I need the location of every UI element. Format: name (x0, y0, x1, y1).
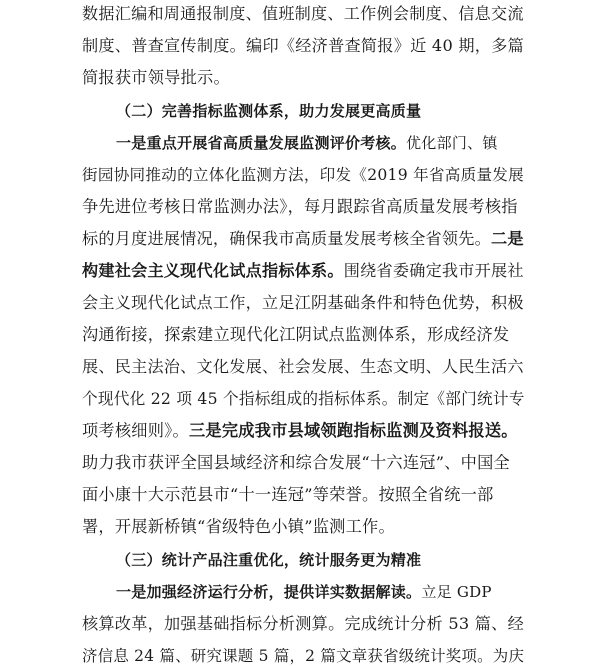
heading-text: （三）统计产品注重优化，统计服务更为精准 (116, 551, 422, 569)
text-segment: 围绕省委确定我市开展社 (343, 261, 524, 280)
text-line-20 (82, 614, 522, 634)
text-line-17 (82, 517, 522, 537)
heading-text: （二）完善指标监测体系，助力发展更高质量 (116, 102, 422, 120)
text-segment: 立足 GDP (421, 583, 492, 601)
text-line-6 (82, 165, 522, 185)
text-line-13 (82, 389, 525, 409)
text-line-11 (82, 325, 522, 345)
text-line-14 (82, 421, 522, 441)
text-segment: 街园协同推动的立体化监测方法，印发《2019 年省高质量发展 (82, 166, 524, 184)
text-segment: 争先进位考核日常监测办法》，每月跟踪省高质量发展考核指 (82, 197, 518, 216)
section-heading-3 (116, 550, 556, 570)
text-segment: 核算改革，加强基础指标分析测算。完成统计分析 53 篇、经 (82, 614, 524, 633)
text-segment: 制度、普查宣传制度。编印《经济普查简报》近 40 期，多篇 (82, 36, 524, 55)
text-line-7 (82, 197, 522, 217)
text-segment: 助力我市获评全国县域经济和综合发展“十六连冠”、中国全 (82, 453, 510, 472)
bold-text: 三是完成我市县域领跑指标监测及资料报送。 (188, 421, 518, 440)
text-line-12 (82, 357, 522, 377)
text-line-16 (82, 485, 522, 505)
text-line-10 (82, 293, 522, 313)
text-line-5 (116, 133, 556, 153)
bold-text: 构建社会主义现代化试点指标体系。 (82, 261, 344, 280)
text-segment: 会主义现代化试点工作，立足江阴基础条件和特色优势，积极 (82, 293, 524, 312)
text-line-21 (82, 646, 525, 666)
text-line-15 (82, 453, 522, 473)
bold-text: 一是重点开展省高质量发展监测评价考核。 (116, 134, 407, 152)
text-segment: 简报获市领导批示。 (82, 68, 230, 87)
text-segment: 数据汇编和周通报制度、值班制度、工作例会制度、信息交流 (82, 4, 524, 23)
text-segment: 个现代化 22 项 45 个指标组成的指标体系。制定《部门统计专 (82, 389, 525, 408)
text-line-3 (82, 68, 522, 88)
text-line-9 (82, 261, 522, 281)
text-segment: 标的月度进展情况，确保我市高质量发展考核全省领先。 (82, 229, 491, 248)
text-segment: 署，开展新桥镇“省级特色小镇”监测工作。 (82, 517, 395, 536)
bold-text: 二是 (491, 229, 524, 248)
text-segment: 项考核细则》。 (82, 421, 189, 440)
text-line-1 (82, 4, 522, 24)
text-line-19 (116, 582, 556, 602)
text-segment: 面小康十大示范县市“十一连冠”等荣誉。按照全省统一部 (82, 485, 494, 504)
text-segment: 优化部门、镇 (406, 134, 498, 152)
text-segment: 济信息 24 篇、研究课题 5 篇，2 篇文章获省级统计奖项。为庆 (82, 647, 525, 665)
section-heading-2 (116, 101, 556, 121)
text-segment: 沟通衔接，探索建立现代化江阴试点监测体系，形成经济发 (82, 325, 510, 344)
text-line-2 (82, 36, 522, 56)
bold-text: 一是加强经济运行分析，提供详实数据解读。 (116, 583, 422, 601)
text-segment: 展、民主法治、文化发展、社会发展、生态文明、人民生活六 (82, 357, 524, 376)
text-line-8 (82, 229, 522, 249)
